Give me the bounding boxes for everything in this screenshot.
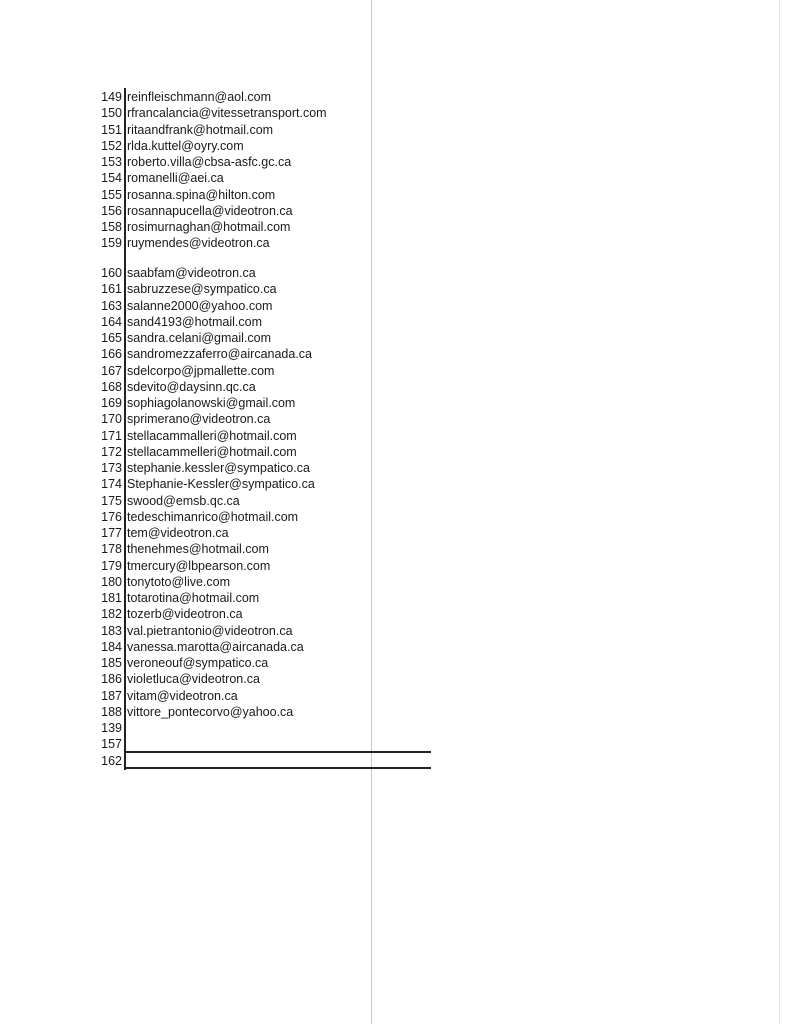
row-number: 175 (101, 493, 122, 508)
list-item (0, 363, 440, 379)
list-item (0, 444, 440, 460)
row-number: 172 (101, 444, 122, 459)
email-address: tedeschimanrico@hotmail.com (127, 509, 299, 524)
list-item (0, 525, 440, 541)
row-number: 154 (101, 171, 122, 186)
row-number: 178 (101, 542, 122, 557)
email-address: rfrancalancia@vitessetransport.com (127, 106, 327, 121)
email-address: rosimurnaghan@hotmail.com (127, 220, 291, 234)
email-address: reinfleischmann@aol.com (127, 90, 272, 104)
email-address: veroneouf@sympatico.ca (127, 656, 269, 670)
row-number: 162 (101, 753, 122, 768)
email-address: sprimerano@videotron.ca (127, 412, 271, 427)
email-address: sandromezzaferro@aircanada.ca (127, 347, 313, 362)
list-item (0, 235, 440, 251)
email-address: saabfam@videotron.ca (127, 266, 256, 280)
row-number: 161 (101, 282, 122, 297)
row-number: 173 (101, 461, 122, 475)
list-item (0, 346, 440, 362)
row-number: 174 (101, 477, 122, 492)
row-number: 153 (101, 155, 122, 169)
email-address: romanelli@aei.ca (127, 171, 224, 186)
row-number: 163 (101, 298, 122, 313)
email-address: tmercury@lbpearson.com (127, 558, 271, 573)
row-number: 157 (101, 737, 122, 752)
list-item (0, 476, 440, 492)
row-number: 164 (101, 314, 122, 329)
email-address: stephanie.kessler@sympatico.ca (127, 461, 310, 475)
row-number: 150 (101, 106, 122, 121)
row-number: 169 (101, 396, 122, 410)
email-address: sand4193@hotmail.com (127, 314, 262, 329)
email-address: sandra.celani@gmail.com (127, 331, 272, 345)
email-address: vittore_pontecorvo@yahoo.ca (127, 704, 294, 719)
row-number: 182 (101, 607, 122, 622)
email-address: val.pietrantonio@videotron.ca (127, 623, 293, 638)
row-number: 156 (101, 203, 122, 218)
row-rule (124, 767, 431, 769)
list-item (0, 428, 440, 444)
row-number: 183 (101, 623, 122, 638)
list-item (0, 509, 440, 525)
list-item (0, 590, 440, 606)
email-address: tozerb@videotron.ca (127, 607, 243, 622)
list-item (0, 105, 440, 121)
row-number: 158 (101, 220, 122, 234)
email-address: rosanna.spina@hilton.com (127, 187, 276, 202)
list-item (0, 219, 440, 235)
row-number: 170 (101, 412, 122, 427)
list-item (0, 541, 440, 557)
row-number: 181 (101, 591, 122, 605)
email-address: tonytoto@live.com (127, 574, 231, 589)
row-number: 160 (101, 266, 122, 280)
list-item (0, 493, 440, 509)
list-item (0, 411, 440, 427)
list-item (0, 314, 440, 330)
email-address: rosannapucella@videotron.ca (127, 203, 293, 218)
row-number: 152 (101, 138, 122, 153)
list-item (0, 203, 440, 219)
email-address: ritaandfrank@hotmail.com (127, 122, 274, 137)
row-number: 179 (101, 558, 122, 573)
list-item (0, 671, 440, 687)
row-number: 151 (101, 122, 122, 137)
list-item (0, 265, 440, 281)
row-number: 155 (101, 187, 122, 202)
list-item (0, 736, 440, 752)
list-item (0, 558, 440, 574)
row-number: 166 (101, 347, 122, 362)
list-item (0, 154, 440, 170)
row-number: 184 (101, 639, 122, 654)
list-item (0, 460, 440, 476)
row-number: 180 (101, 574, 122, 589)
email-address: sophiagolanowski@gmail.com (127, 396, 296, 410)
row-number: 165 (101, 331, 122, 345)
email-address: roberto.villa@cbsa-asfc.gc.ca (127, 155, 292, 169)
email-address: stellacammelleri@hotmail.com (127, 444, 297, 459)
scan-edge-line (779, 0, 780, 1024)
row-number: 168 (101, 379, 122, 394)
email-address: sabruzzese@sympatico.ca (127, 282, 277, 297)
row-number: 185 (101, 656, 122, 670)
email-address: Stephanie-Kessler@sympatico.ca (127, 477, 315, 492)
list-item (0, 688, 440, 704)
email-address: rlda.kuttel@oyry.com (127, 138, 244, 153)
row-number: 171 (101, 428, 122, 443)
email-address: totarotina@hotmail.com (127, 591, 260, 605)
list-item (0, 89, 440, 105)
email-address: sdevito@daysinn.qc.ca (127, 379, 256, 394)
list-item (0, 122, 440, 138)
list-item (0, 281, 440, 297)
row-number: 186 (101, 672, 122, 687)
list-item (0, 639, 440, 655)
list-item (0, 623, 440, 639)
email-address: salanne2000@yahoo.com (127, 298, 273, 313)
row-number: 139 (101, 721, 122, 735)
row-number: 176 (101, 509, 122, 524)
email-address: stellacammalleri@hotmail.com (127, 428, 297, 443)
row-number: 187 (101, 688, 122, 703)
list-item (0, 187, 440, 203)
row-number: 167 (101, 363, 122, 378)
email-address: vanessa.marotta@aircanada.ca (127, 639, 304, 654)
row-number: 188 (101, 704, 122, 719)
email-address: thenehmes@hotmail.com (127, 542, 269, 557)
email-address: vitam@videotron.ca (127, 688, 238, 703)
email-address: swood@emsb.qc.ca (127, 493, 240, 508)
email-address: tem@videotron.ca (127, 526, 229, 540)
row-number: 149 (101, 90, 122, 104)
list-item (0, 574, 440, 590)
column-divider (124, 88, 126, 770)
email-address: violetluca@videotron.ca (127, 672, 260, 687)
list-item (0, 606, 440, 622)
row-number: 177 (101, 526, 122, 540)
row-rule (124, 751, 431, 753)
list-item (0, 170, 440, 186)
email-address: ruymendes@videotron.ca (127, 236, 270, 251)
list-item (0, 379, 440, 395)
email-address: sdelcorpo@jpmallette.com (127, 363, 275, 378)
list-item (0, 395, 440, 411)
list-item (0, 330, 440, 346)
list-item (0, 720, 440, 736)
row-number: 159 (101, 236, 122, 251)
list-item (0, 704, 440, 720)
list-item (0, 655, 440, 671)
list-item (0, 298, 440, 314)
list-item (0, 138, 440, 154)
